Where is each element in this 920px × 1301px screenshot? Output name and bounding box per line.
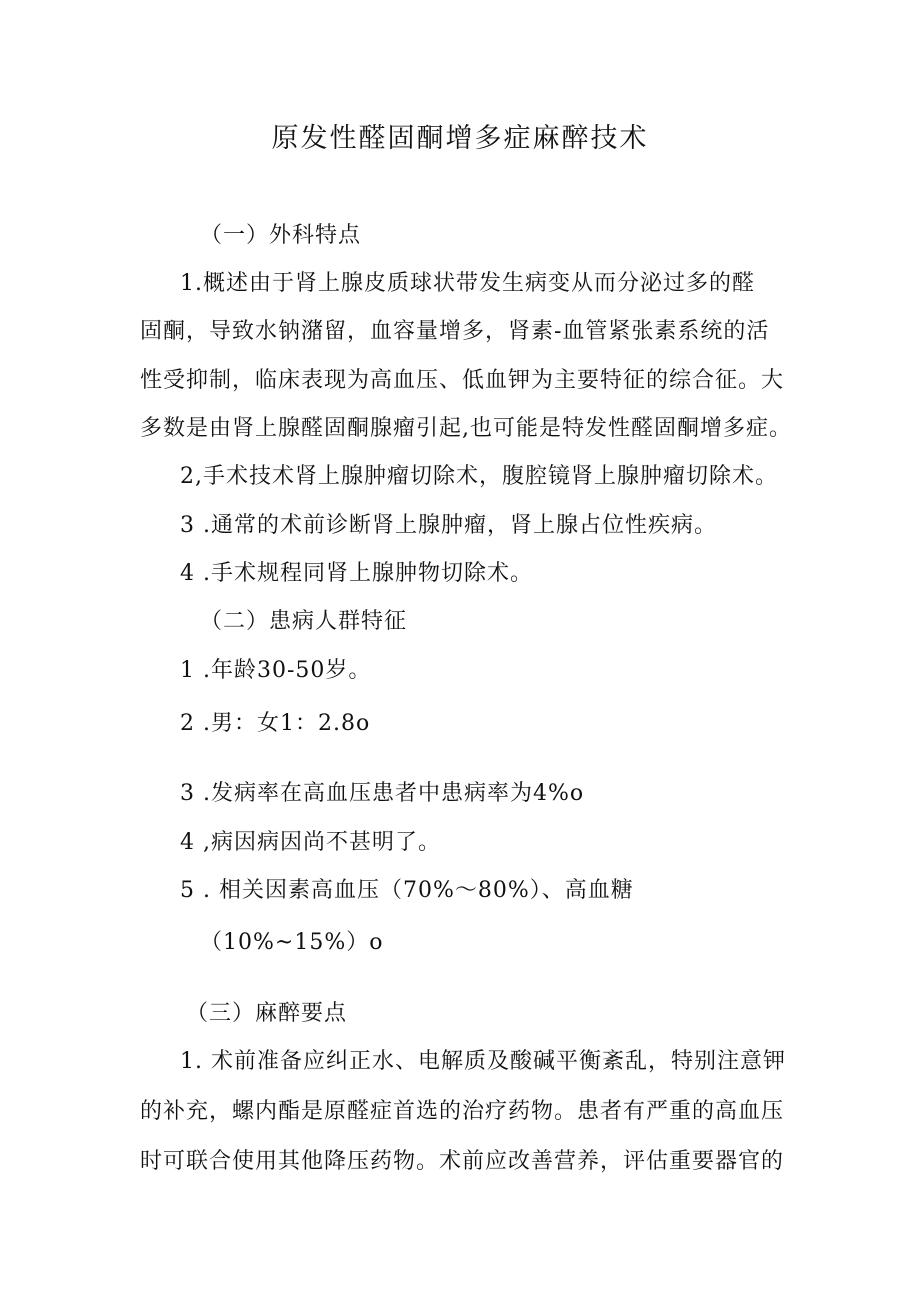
paragraph-line: 1. 术前准备应纠正水、电解质及酸碱平衡紊乱，特别注意钾 <box>180 1049 786 1074</box>
section-heading-anesthesia: （三）麻醉要点 <box>186 1001 348 1026</box>
paragraph-line: 1 .年龄30-50岁。 <box>180 658 372 683</box>
paragraph-line: 时可联合使用其他降压药物。术前应改善营养，评估重要器官的 <box>140 1149 785 1174</box>
paragraph-line: 多数是由肾上腺醛固酮腺瘤引起,也可能是特发性醛固酮增多症。 <box>140 416 792 441</box>
section-heading-population: （二）患病人群特征 <box>200 609 408 634</box>
paragraph-line: 性受抑制，临床表现为高血压、低血钾为主要特征的综合征。大 <box>140 368 785 393</box>
paragraph-line: 5 . 相关因素高血压（70%～80%）、高血糖 <box>180 878 634 903</box>
paragraph-line: （10%~15%）o <box>200 930 384 955</box>
paragraph-line: 的补充，螺内酯是原醛症首选的治疗药物。患者有严重的高血压 <box>140 1099 785 1124</box>
paragraph-line: 4 .手术规程同肾上腺肿物切除术。 <box>180 561 533 586</box>
document-title: 原发性醛固酮增多症麻醉技术 <box>271 123 649 154</box>
paragraph-line: 3 .通常的术前诊断肾上腺肿瘤，肾上腺占位性疾病。 <box>180 513 717 538</box>
paragraph-line: 1.概述由于肾上腺皮质球状带发生病变从而分泌过多的醛 <box>180 271 755 296</box>
paragraph-line: 3 .发病率在高血压患者中患病率为4%o <box>180 781 585 806</box>
paragraph-line: 2,手术技术肾上腺肿瘤切除术，腹腔镜肾上腺肿瘤切除术。 <box>180 464 778 489</box>
paragraph-line: 4 ,病因病因尚不甚明了。 <box>180 830 441 855</box>
paragraph-line: 固酮，导致水钠潴留，血容量增多，肾素-血管紧张素系统的活 <box>140 319 770 344</box>
section-heading-surgical: （一）外科特点 <box>200 223 362 248</box>
paragraph-line: 2 .男：女1：2.8o <box>180 711 371 736</box>
